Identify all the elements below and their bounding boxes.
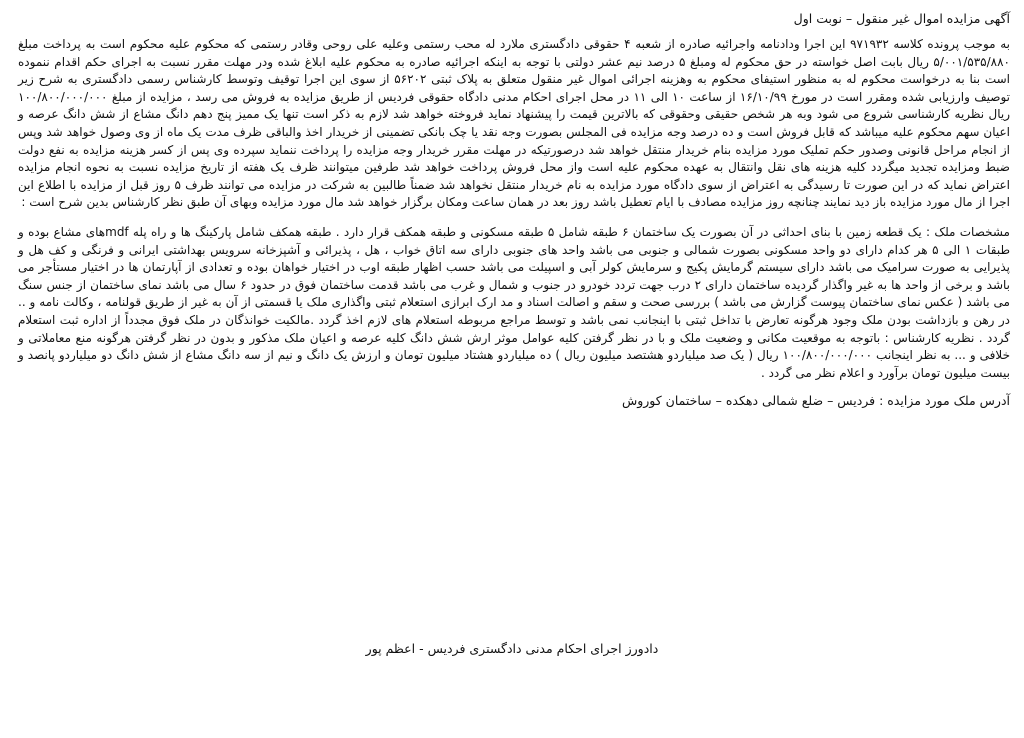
notice-body-paragraph-1: به موجب پرونده کلاسه ۹۷۱۹۳۲ این اجرا ودادنامه واجرائیه صادره از شعبه ۴ حقوقی دادگستری ملارد له محب رستمی وعلیه علی روحی وقادر رستمی که محکوم علیه محکوم است به پرداخت مبلغ ۵/۰۰۱/۵۳۵/۸۸۰ ریال بابت اصل خواسته در حق محکوم له ومبلغ ۵ درصد نیم عشر دولتی با توجه به اینکه اجرائیه صادره به محکوم علیه ابلاغ شده ودر مهلت مقرر نسبت به اجرای حکم اقدام ننموده است بنا به درخواست محکوم له به منظور استیفای محکوم به وهزینه اجرائی اموال غیر منقول متعلق به پلاک ثبتی ۵۶۲۰۲ از سوی این اجرا توقیف وتوسط کارشناس رسمی دادگستری به شرح زیر توصیف وارزیابی شده ومقرر است در مورخ ۱۶/۱۰/۹۹ از ساعت ۱۰ الی ۱۱ در محل اجرای احکام مدنی دادگاه حقوقی فردیس از طریق مزایده به فروش می رسد ، مزایده از مبلغ ۱۰۰/۸۰۰/۰۰۰/۰۰۰ ریال نظریه کارشناسی شروع می شود وبه هر شخص حقیقی وحقوقی که بالاترین قیمت را پیشنهاد نماید فروخته خواهد شد لازم به ذکر است تنها یک ممیز پنج دهم دانگ مشاع از شش دانگ عرصه و اعیان سهم محکوم علیه میباشد که قابل فروش است و ده درصد وجه مزایده فی المجلس بصورت وجه نقد یا چک بانکی تضمینی از خریدار اخذ والباقی ظرف مدت یک ماه از وی وصول خواهد شد وپس از انجام مراحل قانونی وصدور حکم تملیک مورد مزایده بنام خریدار منتقل خواهد شد درصورتیکه در مهلت مقرر خریدار وجه مزایده را پرداخت ننماید سپرده وی پس از کسر هزینه مزایده به نفع دولت ضبط ومزایده تجدید میگردد کلیه هزینه های نقل وانتقال به عهده محکوم علیه است واز محل فروش پرداخت خواهد شد طرفین میتوانند ظرف یک هفته از تاریخ مزایده نسبت به نحوه انجام مزایده اعتراض نماید که در این صورت تا رسیدگی به اعتراض از سوی دادگاه مورد مزایده به نام خریدار منتقل نخواهد شد ضمناً طالبین به شرکت در مزایده می توانند ظرف ۵ روز قبل از مزایده با اطلاع این اجرا از مال مورد مزایده باز دید نمایند چنانچه روز مزایده مصادف با ایام تعطیل باشد روز بعد در همان ساعت ومکان برگزار خواهد شد مال مورد مزایده وبهای آن طبق نظر کارشناس بدین شرح است : (18, 37, 1011, 210)
notice-title: آگهی مزایده اموال غیر منقول – نوبت اول (793, 11, 1010, 26)
property-specifications-paragraph: مشخصات ملک : یک قطعه زمین با بنای احداثی در آن بصورت یک ساختمان ۶ طبقه شامل ۵ طبقه مسکونی و طبقه همکف قرار دارد . طبقه همکف شامل پارکینگ ها و راه پله mdfهای مشاع بوده و طبقات ۱ الی ۵ هر کدام دارای دو واحد مسکونی بصورت شمالی و جنوبی می باشد واحد های جنوبی دارای سه اتاق خواب ، هل ، پذیرائی و آشپزخانه سرویس بهداشتی ایرانی و فرنگی و کف هل و پذیرایی به صورت سرامیک می باشد دارای سیستم گرمایش پکیج و سرمایش کولر آبی و اسپیلت می باشد حسب اظهار طبقه اوب در اختیار خواهان بوده و تعدادی از آپارتمان ها در اختیار مستأجر می باشد و برخی از واحد ها به غیر واگذار گردیده ساختمان دارای ۲ درب جهت تردد خودرو در جنوب و شمال و غرب می باشد قدمت ساختمان فوق در حدود ۶ سال می باشد نمای ساختمان از جنس سنگ می باشد ( عکس نمای ساختمان پیوست گزارش می باشد ) بررسی صحت و سقم و اصالت اسناد و مد ارک ابرازی استعلام ثبتی واگذاری ملک یا قسمتی از آن به غیر از طریق قولنامه ، وکالت نامه و .. در رهن و بازداشت بودن ملک وجود هرگونه تعارض با تداخل ثبتی با اینجانب نمی باشد و توسط مراجع مربوطه استعلام های لازم اخذ گردد .مالکیت خوانذگان در ملک فوق مجدداً از اداره ثبت استعلام گردد . نظریه کارشناس : باتوجه به موقعیت مکانی و وضعیت ملک و با در نظر گرفتن کلیه عوامل موثر ارش شش دانگ کلیه عرصه و اعیان ملک مذکور و بدون در نظر گرفتن هرگونه منع معاملاتی و خلافی و ... به نظر اینجانب ۱۰۰/۸۰۰/۰۰۰/۰۰۰ ریال ( یک صد میلیاردو هشتصد میلیون ریال ) ده میلیاردو هشتاد میلیون تومان و ارزش یک دانگ و نیم از سه دانگ مشاع از شش دانگ دو میلیاردو پانصد و بیست میلیون تومان برآورد و اعلام نظر می گردد . (18, 224, 1011, 380)
signature-line: دادورز اجرای احکام مدنی دادگستری فردیس - اعظم پور (365, 641, 659, 656)
property-address: آدرس ملک مورد مزایده : فردیس – ضلع شمالی دهکده – ساختمان کوروش (621, 393, 1010, 409)
